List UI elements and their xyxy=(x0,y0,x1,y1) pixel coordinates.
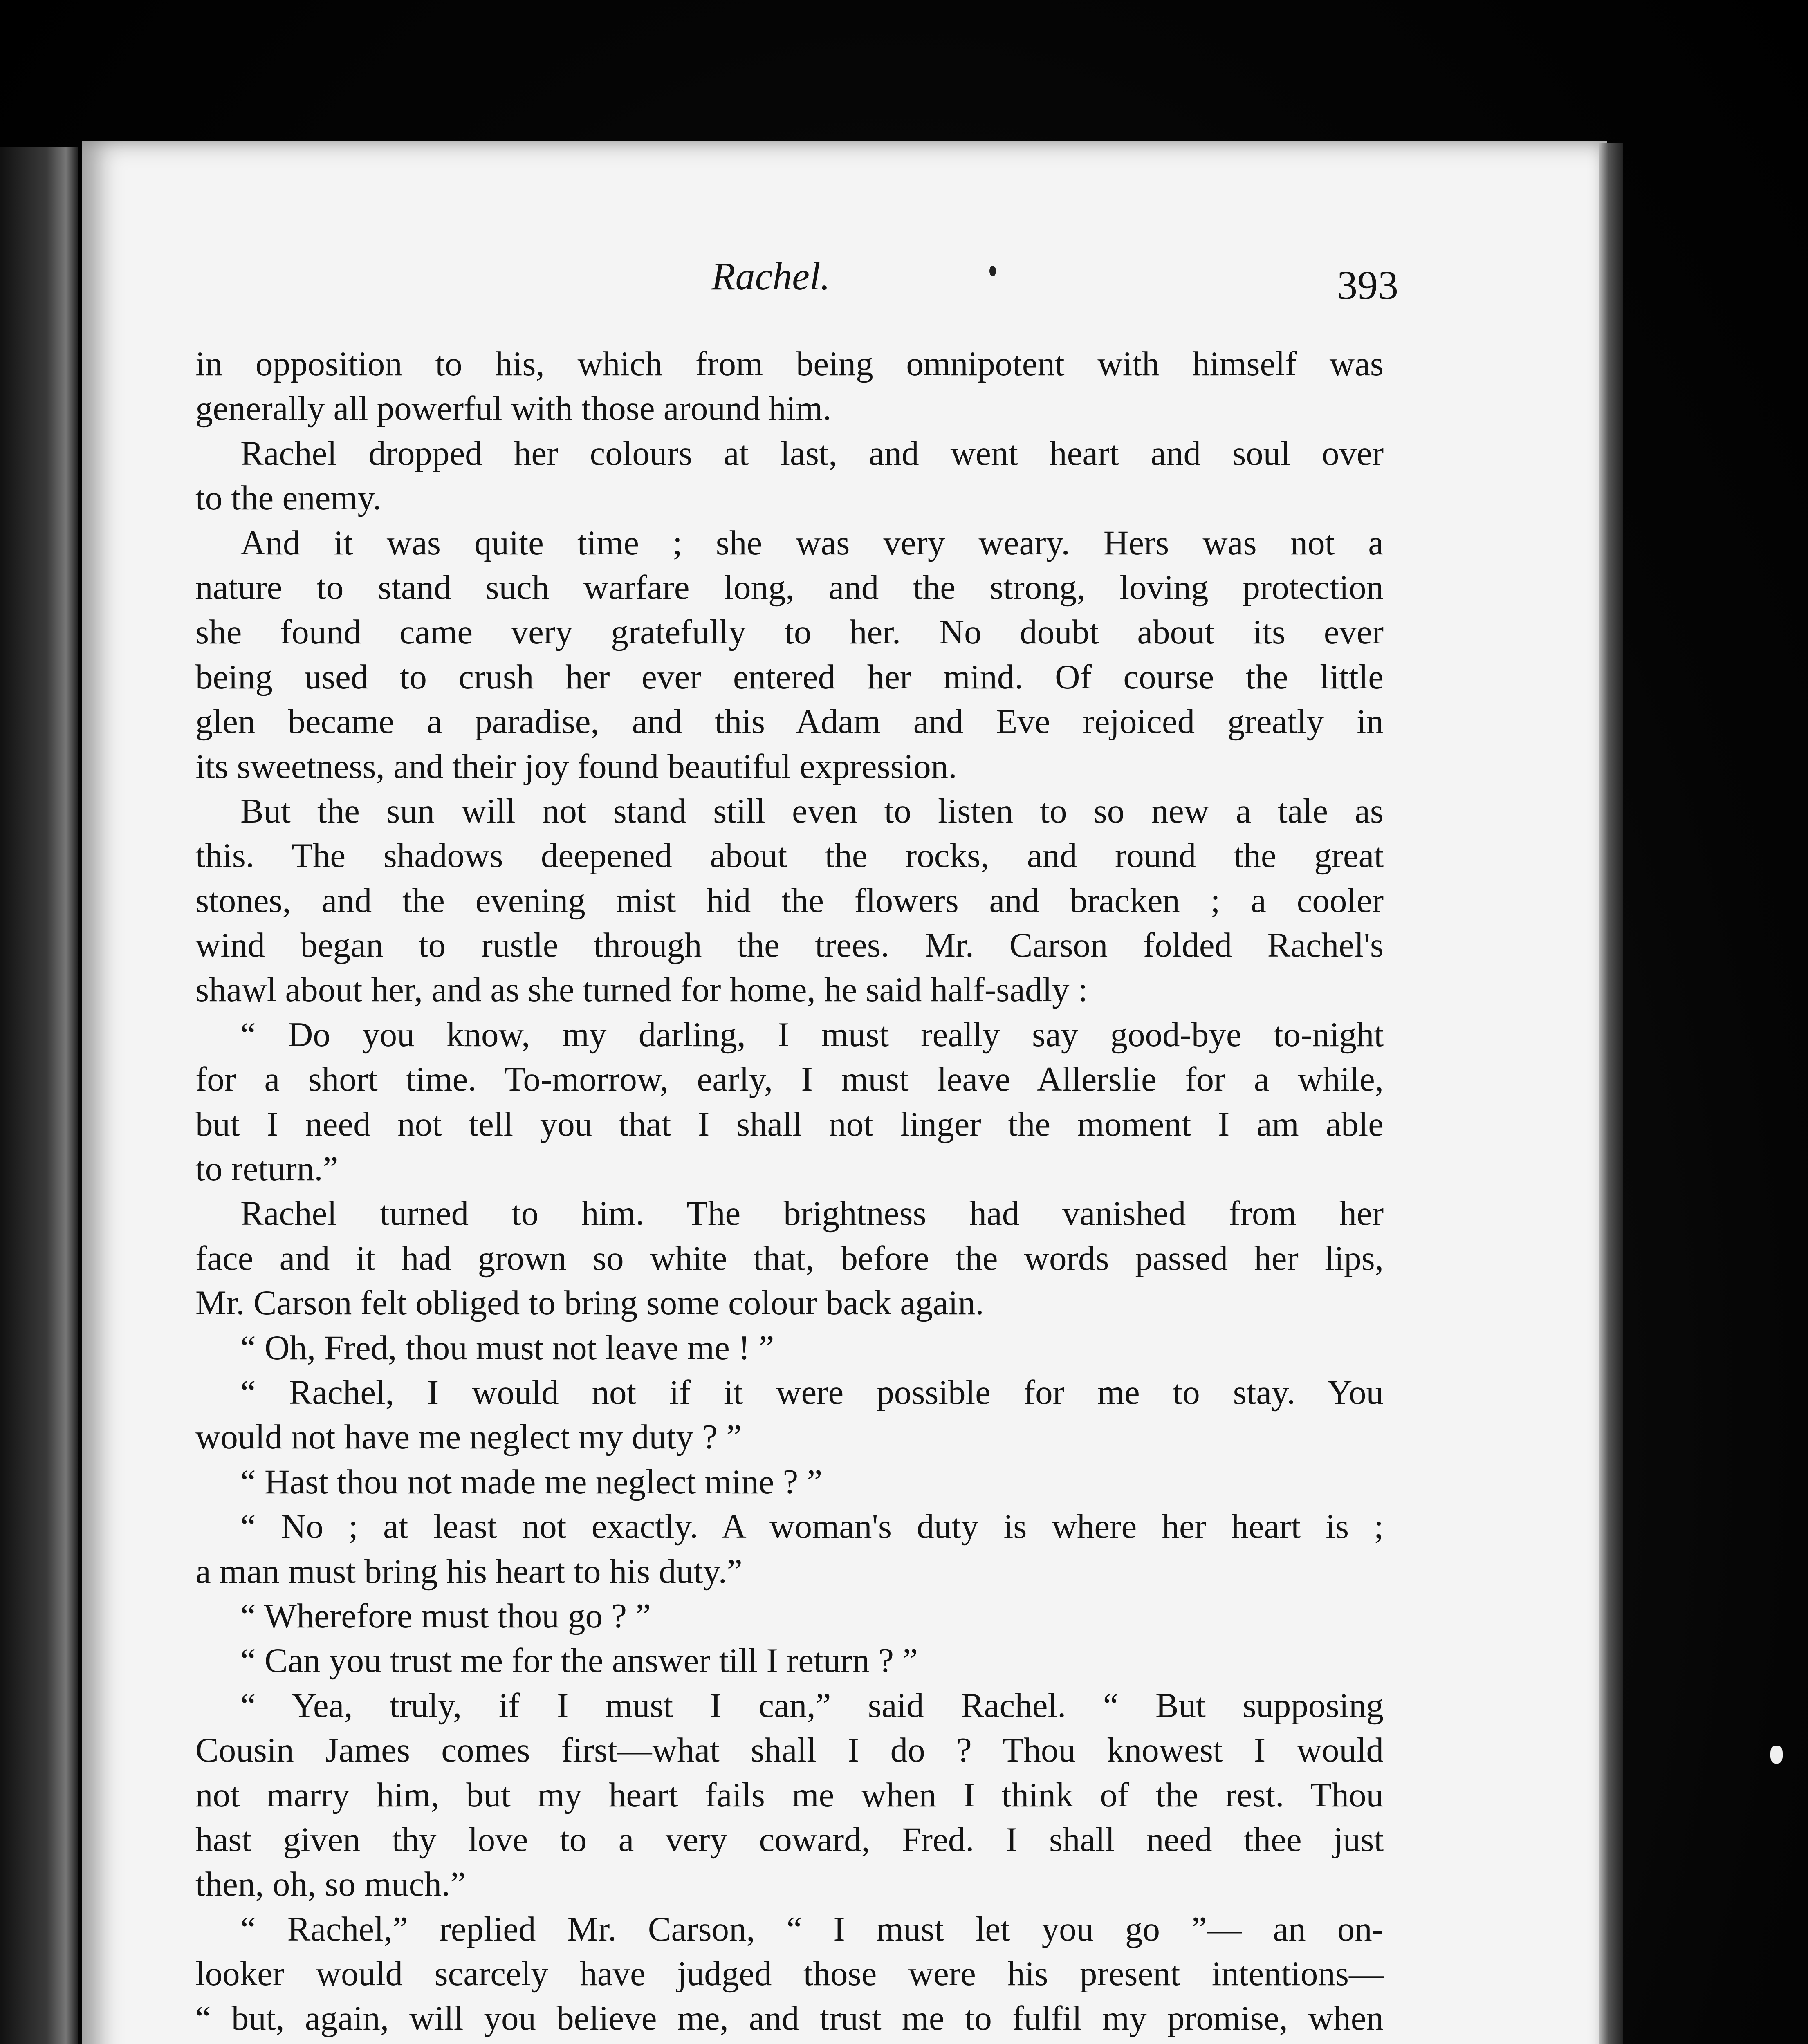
text-line: “ Oh, Fred, thou must not leave me ! ” xyxy=(240,1328,774,1367)
text-line: “ Wherefore must thou go ? ” xyxy=(240,1596,651,1635)
text-line: not marry him, but my heart fails me when I think of the rest. Thou xyxy=(195,1775,1384,1814)
body-text xyxy=(195,342,1384,2044)
text-line: But the sun will not stand still even to listen to so new a tale as xyxy=(240,791,1384,830)
text-line: hast given thy love to a very coward, Fred. I shall need thee just xyxy=(195,1820,1384,1859)
text-line: shawl about her, and as she turned for home, he said half-sadly : xyxy=(195,970,1088,1009)
text-line: a man must bring his heart to his duty.” xyxy=(195,1552,742,1591)
text-line: to the enemy. xyxy=(195,479,381,518)
running-head: Rachel. xyxy=(711,254,830,298)
text-line: she found came very gratefully to her. No doubt about its ever xyxy=(195,613,1384,652)
dust-speck xyxy=(1770,1746,1783,1764)
text-line: but I need not tell you that I shall not linger the moment I am able xyxy=(195,1105,1384,1143)
text-line: “ Rachel, I would not if it were possible for me to stay. You xyxy=(240,1373,1384,1412)
text-line: “ Can you trust me for the answer till I return ? ” xyxy=(240,1641,918,1680)
text-line: “ but, again, will you believe me, and trust me to fulfil my promise, when xyxy=(195,1999,1384,2038)
text-line xyxy=(195,2041,1384,2044)
text-line: for a short time. To-morrow, early, I must leave Allerslie for a while, xyxy=(195,1060,1384,1099)
page-number: 393 xyxy=(1337,262,1398,308)
text-line: “ Hast thou not made me neglect mine ? ” xyxy=(240,1462,823,1501)
text-line: would not have me neglect my duty ? ” xyxy=(195,1418,742,1457)
text-line: generally all powerful with those around him. xyxy=(195,389,832,428)
text-line: looker would scarcely have judged those were his present intentions— xyxy=(195,1954,1384,1993)
text-line: “ Yea, truly, if I must I can,” said Rachel. “ But supposing xyxy=(240,1686,1384,1725)
text-line: “ No ; at least not exactly. A woman's duty is where her heart is ; xyxy=(240,1507,1384,1546)
text-line: being used to crush her ever entered her mind. Of course the little xyxy=(195,657,1384,696)
text-line: Mr. Carson felt obliged to bring some colour back again. xyxy=(195,1284,984,1322)
facing-page-edge xyxy=(0,147,78,2044)
text-line: this. The shadows deepened about the rocks, and round the great xyxy=(195,836,1384,875)
text-line: “ Rachel,” replied Mr. Carson, “ I must let you go ”— an on- xyxy=(240,1910,1384,1948)
text-line: nature to stand such warfare long, and the strong, loving protection xyxy=(195,568,1384,607)
text-line: stones, and the evening mist hid the flowers and bracken ; a cooler xyxy=(195,881,1384,920)
text-line: “ Do you know, my darling, I must really say good-bye to-night xyxy=(240,1015,1384,1054)
text-line: face and it had grown so white that, before the words passed her lips, xyxy=(195,1239,1384,1278)
page-edge-shadow xyxy=(1599,143,1623,2044)
text-line: to return.” xyxy=(195,1150,339,1188)
text-line: And it was quite time ; she was very weary. Hers was not a xyxy=(240,523,1384,562)
text-line: Rachel dropped her colours at last, and went heart and soul over xyxy=(240,434,1384,473)
text-line: wind began to rustle through the trees. Mr. Carson folded Rachel's xyxy=(195,926,1384,965)
text-line: in opposition to his, which from being omnipotent with himself was xyxy=(195,345,1384,383)
text-line: Cousin James comes first—what shall I do ? Thou knowest I would xyxy=(195,1731,1384,1770)
text-line: glen became a paradise, and this Adam and Eve rejoiced greatly in xyxy=(195,702,1384,741)
text-line: its sweetness, and their joy found beautiful expression. xyxy=(195,747,957,786)
text-line: Rachel turned to him. The brightness had vanished from her xyxy=(240,1194,1384,1233)
header-ornament xyxy=(989,266,996,276)
text-line: then, oh, so much.” xyxy=(195,1865,466,1904)
